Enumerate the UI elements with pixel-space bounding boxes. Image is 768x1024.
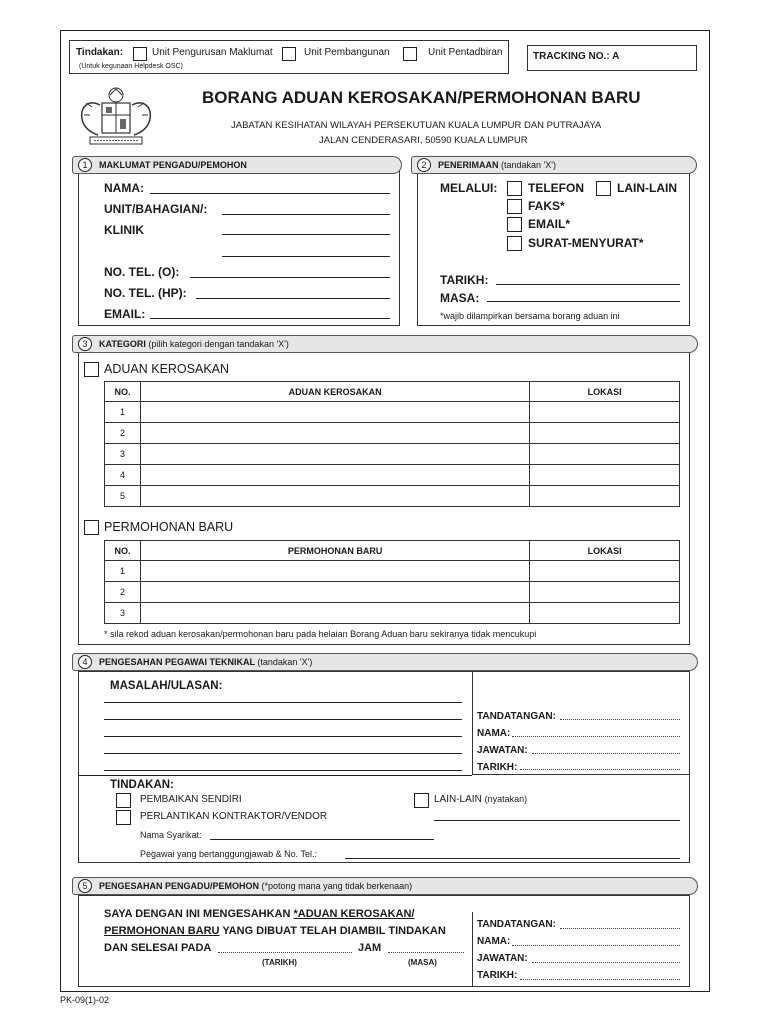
table-row: 3 [105,603,680,624]
lain-lain-label: LAIN-LAIN [617,181,677,195]
table-row: 2 [105,423,680,444]
s5-tarikh-field[interactable] [520,979,680,980]
s5-nama-field[interactable] [512,945,680,946]
table-row: 4 [105,465,680,486]
perlantikan-label: PERLANTIKAN KONTRAKTOR/VENDOR [140,811,328,822]
melalui-label: MELALUI: [440,181,498,195]
aduan-cell[interactable] [140,465,529,486]
table-row: 1 [105,402,680,423]
checkbox-lain-lain[interactable] [596,181,611,196]
email-label: EMAIL: [104,307,146,321]
aduan-table-header [105,382,680,402]
checkbox-email[interactable] [507,217,522,232]
selesai-tarikh-field[interactable] [218,952,352,953]
masalah-line-1[interactable] [104,702,462,703]
s5-tandatangan-label: TANDATANGAN: [477,919,556,930]
klinik-field-1[interactable] [222,234,390,235]
nama-field[interactable] [150,193,390,194]
s5-jawatan-field[interactable] [532,962,680,963]
section2-header: 2 PENERIMAAN (tandakan 'X') [411,156,697,174]
checkbox-telefon[interactable] [507,181,522,196]
confirm-line-3-a: DAN SELESAI PADA [104,942,212,954]
tarikh-label: TARIKH: [440,273,489,287]
department-line-1: JABATAN KESIHATAN WILAYAH PERSEKUTUAN KUALA LUMPUR DAN PUTRAJAYA [231,120,602,131]
masa-sub-label: (MASA) [408,958,437,967]
tarikh-field[interactable] [496,284,680,285]
s4-jawatan-field[interactable] [532,753,680,754]
tel-hp-field[interactable] [196,298,390,299]
table-row: 2 [105,582,680,603]
surat-label: SURAT-MENYURAT* [528,236,644,250]
nama-syarikat-label: Nama Syarikat: [140,830,202,840]
section4-divider [78,775,472,776]
checkbox-pembaikan-sendiri[interactable] [116,793,131,808]
table-row: 1 [105,561,680,582]
selesai-masa-field[interactable] [388,952,464,953]
unit-field[interactable] [222,214,390,215]
pembaikan-sendiri-label: PEMBAIKAN SENDIRI [140,794,242,805]
aduan-cell[interactable] [140,444,529,465]
pegawai-field[interactable] [345,858,680,859]
aduan-table [104,381,680,507]
section4-sign-box [472,671,690,775]
email-field[interactable] [150,318,390,319]
aduan-col-aduan: ADUAN KEROSAKAN [140,382,529,402]
masalah-line-2[interactable] [104,719,462,720]
form-code: PK-09(1)-02 [60,995,110,1005]
tarikh-sub-label: (TARIKH) [262,958,297,967]
unit-label: UNIT/BAHAGIAN/: [104,202,208,216]
aduan-cell[interactable] [140,402,529,423]
lokasi-cell[interactable] [530,444,680,465]
checkbox-surat[interactable] [507,236,522,251]
confirm-line-1: SAYA DENGAN INI MENGESAHKAN *ADUAN KEROSAKAN/ [104,908,415,920]
section1-header: 1 MAKLUMAT PENGADU/PEMOHON [72,156,402,174]
permohonan-col-lokasi: LOKASI [530,541,680,561]
s4-tarikh-label: TARIKH: [477,762,518,773]
checkbox-perlantikan[interactable] [116,810,131,825]
section3-footnote: * sila rekod aduan kerosakan/permohonan baru pada helaian Borang Aduan baru sekiranya tidak mencukupi [104,629,537,639]
nama-syarikat-field[interactable] [210,839,434,840]
s5-tandatangan-field[interactable] [560,928,680,929]
tracking-number: TRACKING NO.: A [533,51,620,62]
masalah-line-5[interactable] [104,770,462,771]
telefon-label: TELEFON [528,181,584,195]
s5-tarikh-label: TARIKH: [477,970,518,981]
option-unit-pembangunan: Unit Pembangunan [304,47,390,58]
checkbox-lain-lain-tindakan[interactable] [414,793,429,808]
tindakan-section-label: TINDAKAN: [110,779,174,791]
pegawai-label: Pegawai yang bertanggungjawab & No. Tel.: [140,849,317,859]
department-line-2: JALAN CENDERASARI, 50590 KUALA LUMPUR [319,135,528,146]
lain-lain-field[interactable] [434,820,680,821]
coat-of-arms-icon [70,85,162,149]
lokasi-cell[interactable] [530,582,680,603]
s5-jawatan-label: JAWATAN: [477,953,528,964]
section3-header: 3 KATEGORI (pilih kategori dengan tandakan 'X') [72,335,698,353]
permohonan-cell[interactable] [140,561,529,582]
table-row: 5 [105,486,680,507]
lokasi-cell[interactable] [530,423,680,444]
lain-lain-tindakan-label: LAIN-LAIN (nyatakan) [434,794,528,805]
tel-hp-label: NO. TEL. (HP): [104,286,187,300]
section4-header: 4 PENGESAHAN PEGAWAI TEKNIKAL (tandakan 'X') [72,653,698,671]
s4-nama-field[interactable] [512,736,680,737]
s4-jawatan-label: JAWATAN: [477,745,528,756]
masa-label: MASA: [440,291,480,305]
aduan-col-lokasi: LOKASI [530,382,680,402]
checkbox-unit-pembangunan[interactable] [282,47,296,61]
checkbox-permohonan-baru[interactable] [84,520,99,535]
tel-o-label: NO. TEL. (O): [104,265,180,279]
masa-field[interactable] [487,301,680,302]
confirm-jam-label: JAM [358,942,382,954]
aduan-cell[interactable] [140,423,529,444]
lokasi-cell[interactable] [530,402,680,423]
checkbox-unit-pentadbiran[interactable] [403,47,417,61]
s4-tandatangan-field[interactable] [560,719,680,720]
permohonan-table-header [105,541,680,561]
checkbox-faks[interactable] [507,199,522,214]
permohonan-cell[interactable] [140,603,529,624]
s4-nama-label: NAMA: [477,728,511,739]
permohonan-col-permohonan: PERMOHONAN BARU [140,541,529,561]
permohonan-col-no: NO. [105,541,141,561]
s4-tandatangan-label: TANDATANGAN: [477,711,556,722]
lokasi-cell[interactable] [530,603,680,624]
s5-nama-label: NAMA: [477,936,511,947]
masalah-line-4[interactable] [104,753,462,754]
lokasi-cell[interactable] [530,486,680,507]
checkbox-unit-pengurusan[interactable] [133,47,147,61]
aduan-kerosakan-label: ADUAN KEROSAKAN [104,362,230,376]
permohonan-baru-label: PERMOHONAN BARU [104,520,234,534]
permohonan-cell[interactable] [140,582,529,603]
helpdesk-note: (Untuk kegunaan Helpdesk OSC) [79,63,183,70]
option-unit-pengurusan: Unit Pengurusan Maklumat [152,47,273,58]
tel-o-field[interactable] [190,277,390,278]
option-unit-pentadbiran: Unit Pentadbiran [428,47,503,58]
lokasi-cell[interactable] [530,561,680,582]
table-row: 3 [105,444,680,465]
section2-footnote: *wajib dilampirkan bersama borang aduan ini [440,311,620,321]
checkbox-aduan-kerosakan[interactable] [84,362,99,377]
masalah-label: MASALAH/ULASAN: [110,680,223,692]
tindakan-label: Tindakan: [76,47,124,58]
klinik-field-2[interactable] [222,256,390,257]
section5-header: 5 PENGESAHAN PENGADU/PEMOHON (*potong mana yang tidak berkenaan) [72,877,698,895]
email-option-label: EMAIL* [528,217,570,231]
form-title: BORANG ADUAN KEROSAKAN/PERMOHONAN BARU [202,88,641,107]
faks-label: FAKS* [528,199,565,213]
s4-tarikh-field[interactable] [520,769,680,770]
klinik-label: KLINIK [104,223,144,237]
aduan-cell[interactable] [140,486,529,507]
confirm-line-2: PERMOHONAN BARU YANG DIBUAT TELAH DIAMBIL TINDAKAN [104,925,446,937]
masalah-line-3[interactable] [104,736,462,737]
lokasi-cell[interactable] [530,465,680,486]
permohonan-table [104,540,680,624]
aduan-col-no: NO. [105,382,141,402]
nama-label: NAMA: [104,181,144,195]
